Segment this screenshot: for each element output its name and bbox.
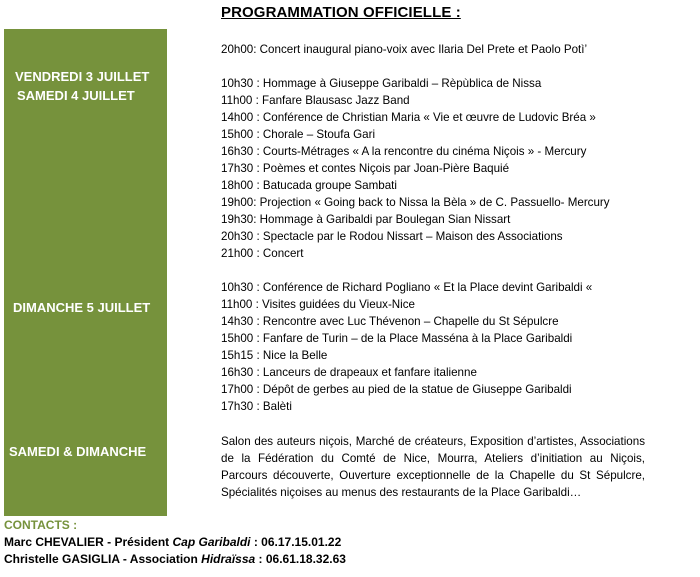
contact-org: Hidraïssa: [201, 552, 256, 566]
event-line: 20h30 : Spectacle par le Rodou Nissart – Maison des Associations: [221, 230, 563, 243]
day-label-weekend: SAMEDI & DIMANCHE: [9, 444, 147, 459]
event-line: 11h00 : Fanfare Blausasc Jazz Band: [221, 94, 410, 107]
event-line: 15h00 : Chorale – Stoufa Gari: [221, 128, 376, 141]
friday-event: 20h00: Concert inaugural piano-voix avec Ilaria Del Prete et Paolo Potì’: [221, 43, 588, 56]
contact-row: Christelle GASIGLIA - Association Hidraïssa : 06.61.18.32.63: [4, 552, 346, 566]
contacts-label: CONTACTS :: [4, 518, 78, 532]
contact-row: Marc CHEVALIER - Président Cap Garibaldi : 06.17.15.01.22: [4, 535, 342, 549]
day-sidebar: [4, 29, 167, 516]
page-title: PROGRAMMATION OFFICIELLE :: [221, 4, 461, 21]
event-line: 17h30 : Balèti: [221, 400, 292, 413]
contacts-block: [4, 517, 346, 568]
contact-phone: : 06.17.15.01.22: [250, 535, 342, 549]
event-line: 16h30 : Lanceurs de drapeaux et fanfare italienne: [221, 366, 477, 379]
sunday-events: [221, 279, 647, 415]
weekend-description: Salon des auteurs niçois, Marché de créateurs, Exposition d’artistes, Associations de la Fédération du Comté de Nice, Mourra, Ateliers d’initiation au Niçois, Parcours découverte, Ouverture exceptionnelle de la Chapelle du St Sépulcre, Spécialités niçoises au menus des restaurants de la Place Garibaldi…: [221, 435, 645, 499]
contact-phone: : 06.61.18.32.63: [255, 552, 346, 566]
saturday-events: [221, 75, 647, 262]
event-line: 15h00 : Fanfare de Turin – de la Place Masséna à la Place Garibaldi: [221, 332, 573, 345]
day-label-saturday: SAMEDI 4 JUILLET: [17, 88, 135, 103]
event-line: 10h30 : Conférence de Richard Pogliano « Et la Place devint Garibaldi «: [221, 281, 593, 294]
event-line: 14h00 : Conférence de Christian Maria « Vie et œuvre de Ludovic Bréa »: [221, 111, 596, 124]
event-line: 11h00 : Visites guidées du Vieux-Nice: [221, 298, 415, 311]
event-line: 17h30 : Poèmes et contes Niçois par Joan-Pière Baquié: [221, 162, 510, 175]
day-label-friday: VENDREDI 3 JUILLET: [15, 69, 150, 84]
event-line: 19h00: Projection « Going back to Nissa la Bèla » de C. Passuello- Mercury: [221, 196, 610, 209]
day-label-sunday: DIMANCHE 5 JUILLET: [13, 300, 151, 315]
event-line: 16h30 : Courts-Métrages « A la rencontre du cinéma Niçois » - Mercury: [221, 145, 587, 158]
event-line: 15h15 : Nice la Belle: [221, 349, 328, 362]
day-label-friday-saturday: [4, 67, 167, 105]
contact-org: Cap Garibaldi: [172, 535, 251, 549]
program-content: [221, 41, 647, 501]
event-line: 21h00 : Concert: [221, 247, 304, 260]
event-line: 18h00 : Batucada groupe Sambati: [221, 179, 397, 192]
event-line: 17h00 : Dépôt de gerbes au pied de la statue de Giuseppe Garibaldi: [221, 383, 572, 396]
event-line: 19h30: Hommage à Garibaldi par Boulegan Sian Nissart: [221, 213, 511, 226]
event-line: 14h30 : Rencontre avec Luc Thévenon – Chapelle du St Sépulcre: [221, 315, 559, 328]
event-line: 10h30 : Hommage à Giuseppe Garibaldi – Rèpùblica de Nissa: [221, 77, 542, 90]
